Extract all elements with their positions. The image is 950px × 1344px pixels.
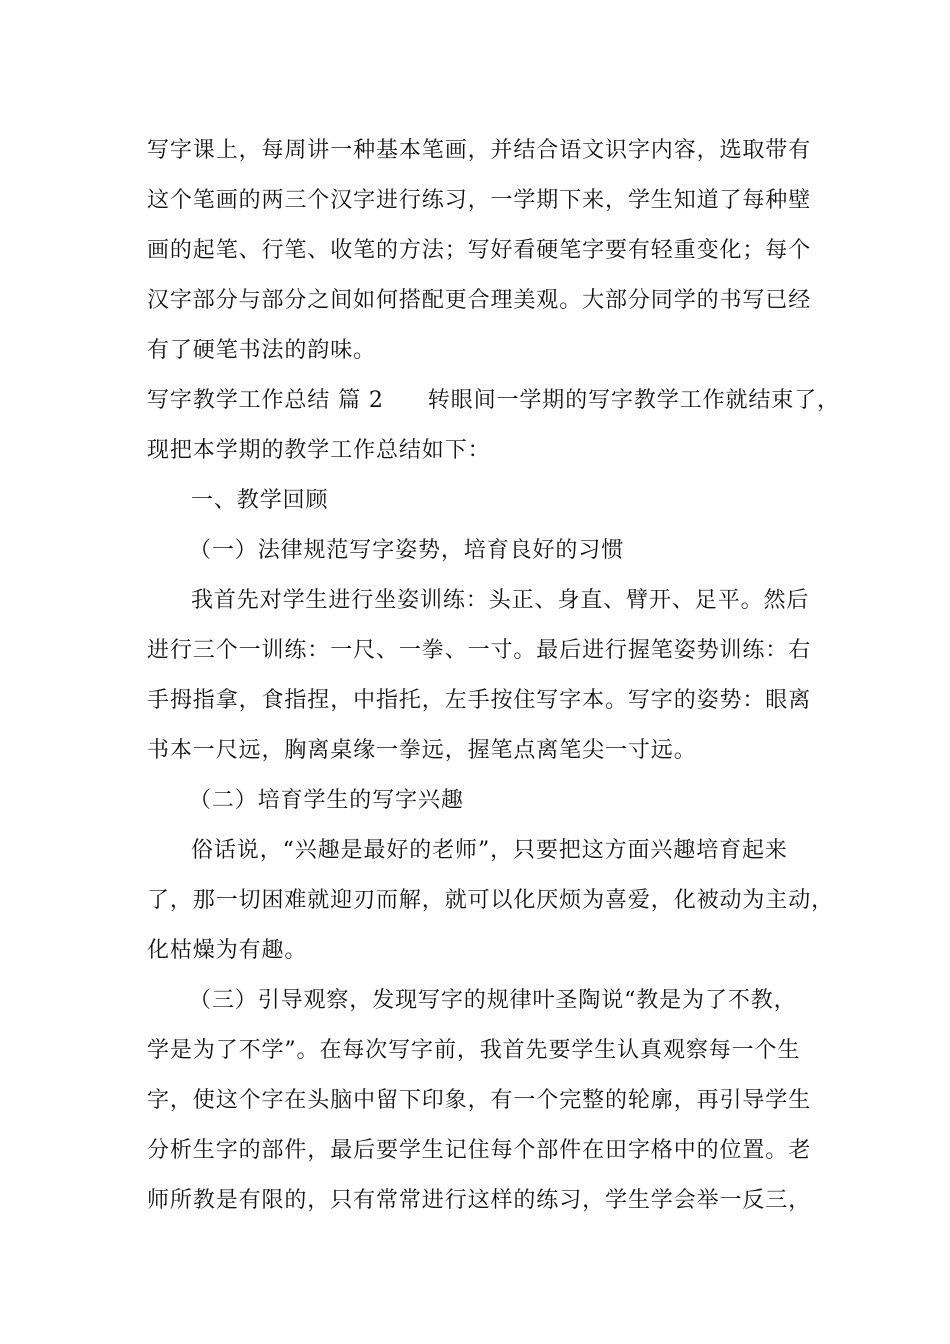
paragraph-line: 字，使这个字在头脑中留下印象，有一个完整的轮廓，再引导学生 [147, 1088, 812, 1113]
paragraph-line: 化枯燥为有趣。 [147, 938, 308, 963]
section-title: 写字教学工作总结 篇 2 [147, 388, 384, 413]
paragraph-line: 分析生字的部件，最后要学生记住每个部件在田字格中的位置。老 [147, 1138, 812, 1163]
paragraph-line: 画的起笔、行笔、收笔的方法；写好看硬笔字要有轻重变化；每个 [147, 238, 812, 263]
paragraph-line: 手拇指拿，食指捏，中指托，左手按住写字本。写字的姿势：眼离 [147, 688, 812, 713]
paragraph-line: 写字课上，每周讲一种基本笔画，并结合语文识字内容，选取带有 [147, 138, 812, 163]
paragraph-line: 学是为了不学”。在每次写字前，我首先要学生认真观察每一个生 [147, 1038, 801, 1063]
paragraph-text: 转眼间一学期的写字教学工作就结束了， [427, 388, 840, 413]
subheading-1: （一）法律规范写字姿势，培育良好的习惯 [189, 538, 625, 563]
paragraph-line: 俗话说，“兴趣是最好的老师”，只要把这方面兴趣培育起来 [191, 838, 788, 863]
subheading-2: （二）培育学生的写字兴趣 [189, 788, 464, 813]
section-title-line [147, 387, 840, 415]
paragraph-line: 这个笔画的两三个汉字进行练习，一学期下来，学生知道了每种壁 [147, 188, 812, 213]
paragraph-line: 我首先对学生进行坐姿训练：头正、身直、臂开、足平。然后 [191, 588, 810, 613]
paragraph-line: 师所教是有限的，只有常常进行这样的练习，学生学会举一反三， [147, 1188, 812, 1213]
paragraph-line: 了，那一切困难就迎刃而解，就可以化厌烦为喜爱，化被动为主动， [147, 888, 835, 913]
paragraph-line: 进行三个一训练：一尺、一拳、一寸。最后进行握笔姿势训练：右 [147, 638, 812, 663]
subheading-3: （三）引导观察，发现写字的规律叶圣陶说“教是为了不教， [189, 988, 797, 1013]
heading-teaching-review: 一、教学回顾 [191, 488, 329, 513]
paragraph-line: 有了硬笔书法的韵味。 [147, 338, 377, 363]
paragraph-line: 汉字部分与部分之间如何搭配更合理美观。大部分同学的书写已经 [147, 288, 812, 313]
paragraph-line: 书本一尺远，胸离桌缘一拳远，握笔点离笔尖一寸远。 [147, 738, 697, 763]
paragraph-line: 现把本学期的教学工作总结如下： [147, 438, 491, 463]
